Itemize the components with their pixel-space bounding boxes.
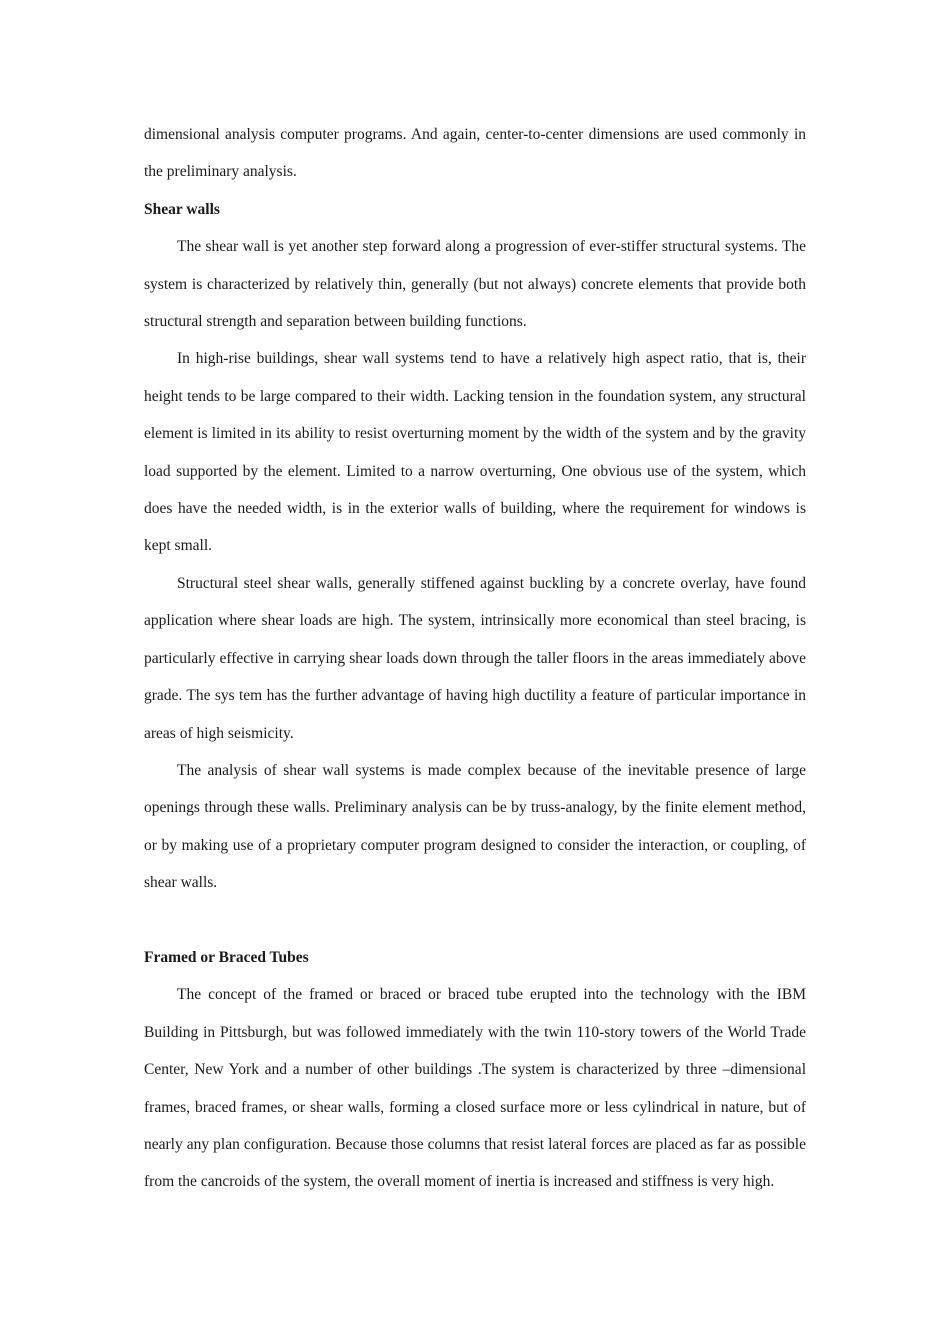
shear-walls-paragraph-3: Structural steel shear walls, generally stiffened against buckling by a concrete overlay, have found application where shear loads are high. The system, intrinsically more economical than steel bracing, is particularly effective in carrying shear loads down through the taller floors in the areas immediately above grade. The sys tem has the further advantage of having high ductility a feature of particular importance in areas of high seismicity. xyxy=(144,574,806,742)
section-spacer xyxy=(144,902,806,939)
section-heading-shear-walls: Shear walls xyxy=(144,200,220,218)
shear-walls-paragraph-4: The analysis of shear wall systems is made complex because of the inevitable presence of large openings through these walls. Preliminary analysis can be by truss-analogy, by the finite element method, or by making use of a proprietary computer program designed to consider the interaction, or coupling, of shear walls. xyxy=(144,761,806,892)
shear-walls-paragraph-2: In high-rise buildings, shear wall systems tend to have a relatively high aspect ratio, that is, their height tends to be large compared to their width. Lacking tension in the foundation system, any structural element is limited in its ability to resist overturning moment by the width of the system and by the gravity load supported by the element. Limited to a narrow overturning, One obvious use of the system, which does have the needed width, is in the exterior walls of building, where the requirement for windows is kept small. xyxy=(144,350,806,555)
intro-paragraph: dimensional analysis computer programs. And again, center-to-center dimensions are used commonly in the preliminary analysis. xyxy=(144,126,806,181)
document-page xyxy=(144,116,806,1201)
tubes-paragraph-1: The concept of the framed or braced or braced tube erupted into the technology with the IBM Building in Pittsburgh, but was followed immediately with the twin 110-story towers of the World Trade Center, New York and a number of other buildings .The system is characterized by three –dimensional frames, braced frames, or shear walls, forming a closed surface more or less cylindrical in nature, but of nearly any plan configuration. Because those columns that resist lateral forces are placed as far as possible from the cancroids of the system, the overall moment of inertia is increased and stiffness is very high. xyxy=(144,986,806,1191)
shear-walls-paragraph-1: The shear wall is yet another step forward along a progression of ever-stiffer structural systems. The system is characterized by relatively thin, generally (but not always) concrete elements that provide both structural strength and separation between building functions. xyxy=(144,238,806,331)
section-heading-braced-tubes: Framed or Braced Tubes xyxy=(144,948,309,966)
